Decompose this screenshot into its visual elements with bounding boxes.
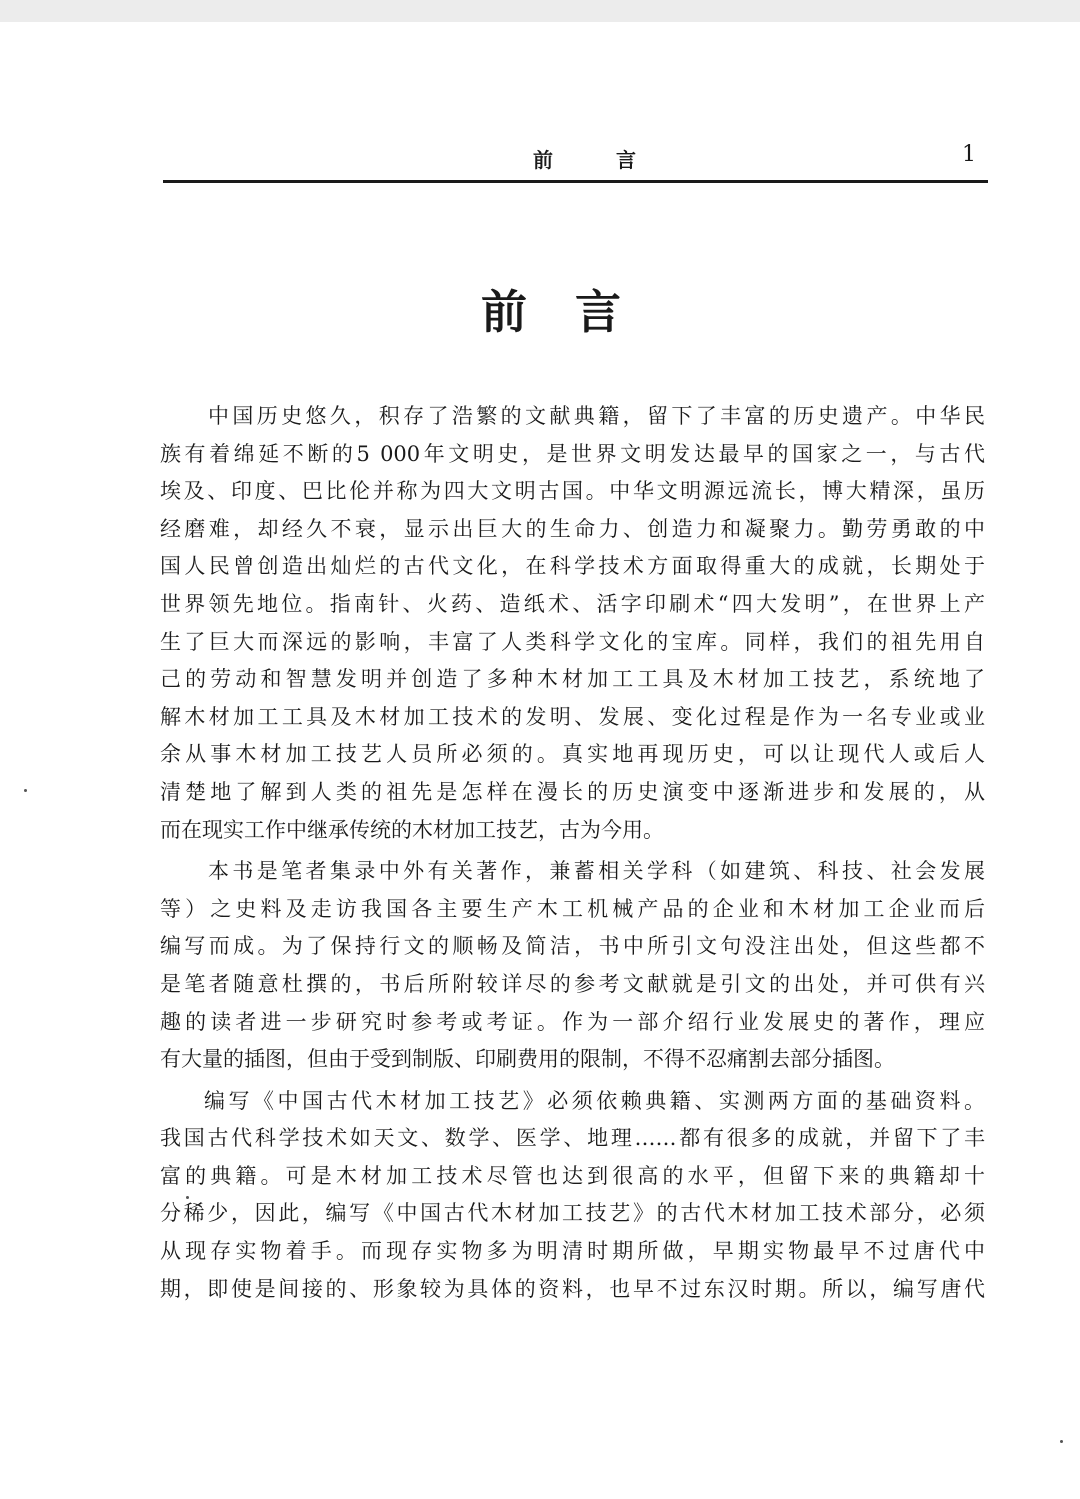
text-line: 生了巨大而深远的影响，丰富了人类科学文化的宝库。同样，我们的祖先用自 <box>160 629 985 654</box>
scan-speck <box>1060 1440 1063 1443</box>
text-line: 而在现实工作中继承传统的木材加工技艺，古为今用。 <box>160 817 664 842</box>
text-line: 等）之史料及走访我国各主要生产木工机械产品的企业和木材加工企业而后 <box>160 896 985 921</box>
page-number: 1 <box>962 142 976 167</box>
running-header <box>163 140 988 183</box>
text-line: 期，即使是间接的、形象较为具体的资料，也早不过东汉时期。所以，编写唐代 <box>160 1276 985 1301</box>
text-line: 国人民曾创造出灿烂的古代文化，在科学技术方面取得重大的成就，长期处于 <box>160 554 985 579</box>
text-line: 余从事木材加工技艺人员所必须的。真实地再现历史，可以让现代人或后人 <box>160 742 985 767</box>
running-title: 前 言 <box>533 148 664 172</box>
scan-speck <box>186 1196 189 1199</box>
text-line: 编写而成。为了保持行文的顺畅及简洁，书中所引文句没注出处，但这些都不 <box>160 934 985 959</box>
text-line: 埃及、印度、巴比伦并称为四大文明古国。中华文明源远流长，博大精深，虽历 <box>160 479 985 504</box>
text-line: 有大量的插图，但由于受到制版、印刷费用的限制，不得不忍痛割去部分插图。 <box>160 1047 895 1072</box>
text-line: 富的典籍。可是木材加工技术尽管也达到很高的水平，但留下来的典籍却十 <box>160 1163 985 1188</box>
top-band <box>0 0 1080 22</box>
text-line: 解木材加工工具及木材加工技术的发明、发展、变化过程是作为一名专业或业 <box>160 704 985 729</box>
text-line: 我国古代科学技术如天文、数学、医学、地理……都有很多的成就，并留下了丰 <box>160 1126 985 1151</box>
text-line: 族有着绵延不断的5 000年文明史，是世界文明发达最早的国家之一，与古代 <box>160 441 985 466</box>
text-line: 分稀少，因此，编写《中国古代木材加工技艺》的古代木材加工技术部分，必须 <box>160 1201 985 1226</box>
text-line: 清楚地了解到人类的祖先是怎样在漫长的历史演变中逐渐进步和发展的，从 <box>160 779 985 804</box>
text-line: 中国历史悠久，积存了浩繁的文献典籍，留下了丰富的历史遗产。中华民 <box>208 404 985 428</box>
text-line: 世界领先地位。指南针、火药、造纸术、活字印刷术“四大发明”，在世界上产 <box>160 591 985 616</box>
paragraph-3 <box>160 1083 985 1309</box>
scan-speck <box>24 789 27 792</box>
text-line: 是笔者随意杜撰的，书后所附较详尽的参考文献就是引文的出处，并可供有兴 <box>160 971 985 996</box>
body-text <box>160 398 985 1308</box>
text-line: 经磨难，却经久不衰，显示出巨大的生命力、创造力和凝聚力。勤劳勇敢的中 <box>160 516 985 541</box>
paragraph-1 <box>160 398 985 849</box>
paragraph-2 <box>160 853 985 1079</box>
text-line: 从现存实物着手。而现存实物多为明清时期所做，早期实物最早不过唐代中 <box>160 1239 985 1264</box>
text-line: 趣的读者进一步研究时参考或考证。作为一部介绍行业发展史的著作，理应 <box>160 1009 985 1034</box>
text-line: 编写《中国古代木材加工技艺》必须依赖典籍、实测两方面的基础资料。 <box>204 1088 985 1113</box>
chapter-title: 前言 <box>481 285 669 339</box>
text-line: 己的劳动和智慧发明并创造了多种木材加工工具及木材加工技艺，系统地了 <box>160 667 985 692</box>
text-line: 本书是笔者集录中外有关著作，兼蓄相关学科（如建筑、科技、社会发展 <box>208 859 985 884</box>
